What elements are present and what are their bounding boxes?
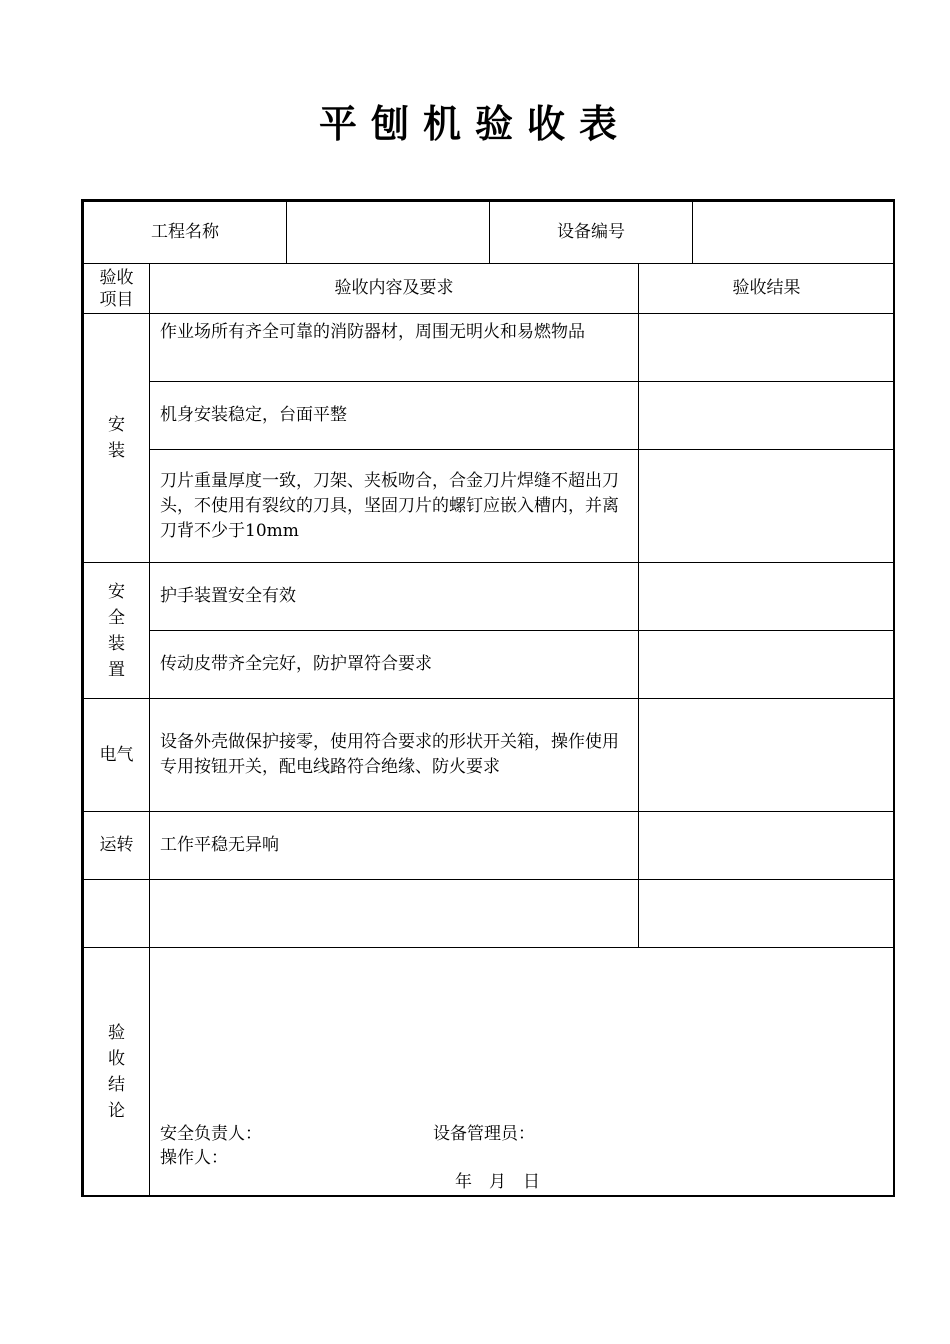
table-row-result[interactable] [638,630,895,699]
table-row-result[interactable] [638,381,895,450]
table-row-content: 刀片重量厚度一致，刀架、夹板吻合，合金刀片焊缝不超出刀头，不使用有裂纹的刀具，坚固刀片的螺钉应嵌入槽内，并离刀背不少于10mm [149,449,639,563]
column-header-item-line1: 验收 [99,267,134,288]
equipment-number-label: 设备编号 [489,201,693,264]
table-row-result[interactable] [638,562,895,631]
conclusion-label: 验收结论 [83,947,150,1197]
page-title: 平刨机验收表 [318,102,631,146]
equipment-manager-label: 设备管理员： [433,1124,535,1144]
group-safety-device-label: 安全装置 [83,562,150,699]
group-install-label: 安装 [83,313,150,563]
table-row-content: 工作平稳无异响 [149,811,639,880]
table-row-result[interactable] [638,313,895,382]
equipment-number-field[interactable] [692,201,895,264]
acceptance-table [81,199,895,1197]
table-row-content[interactable] [149,879,639,948]
blank-group-label [83,879,150,948]
date-label: 年 月 日 [455,1172,540,1192]
project-name-label: 工程名称 [83,201,287,264]
table-row-result[interactable] [638,811,895,880]
safety-officer-label: 安全负责人： [160,1124,262,1144]
table-row-content: 设备外壳做保护接零，使用符合要求的形状开关箱，操作使用专用按钮开关，配电线路符合绝缘、防火要求 [149,698,639,812]
table-row-content: 传动皮带齐全完好，防护罩符合要求 [149,630,639,699]
conclusion-area[interactable] [149,947,895,1197]
table-row-result[interactable] [638,698,895,812]
group-electrical-label: 电气 [83,698,150,812]
table-row-result[interactable] [638,879,895,948]
group-operation-label: 运转 [83,811,150,880]
table-row-content: 护手装置安全有效 [149,562,639,631]
column-header-content: 验收内容及要求 [149,263,639,314]
table-row-result[interactable] [638,449,895,563]
column-header-item [83,263,150,314]
column-header-result: 验收结果 [638,263,895,314]
table-row-content: 机身安装稳定，台面平整 [149,381,639,450]
project-name-field[interactable] [286,201,490,264]
table-row-content: 作业场所有齐全可靠的消防器材，周围无明火和易燃物品 [149,313,639,382]
operator-label: 操作人： [160,1148,228,1168]
column-header-item-line2: 项目 [99,289,134,310]
